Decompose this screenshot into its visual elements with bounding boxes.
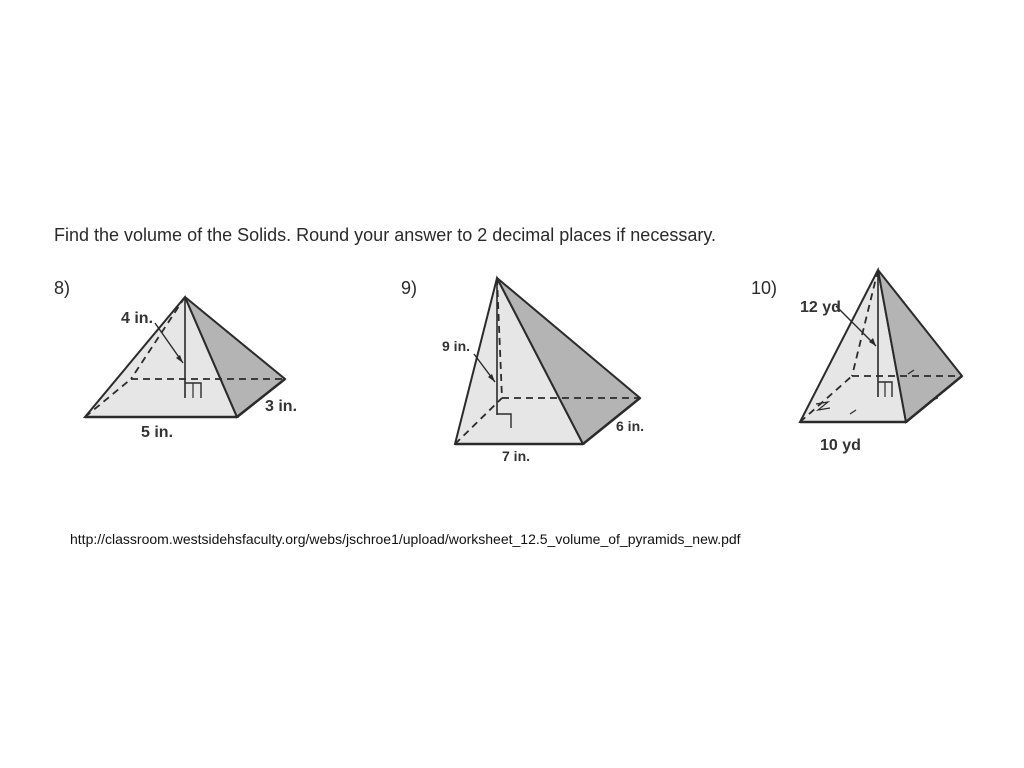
- source-url-link[interactable]: http://classroom.westsidehsfaculty.org/webs/jschroe1/upload/worksheet_12.5_volume_of_pyramids_new.pdf: [70, 531, 741, 547]
- pyramid-figure-10: [790, 262, 980, 462]
- base-label-8: 5 in.: [141, 424, 174, 441]
- pyramid-figure-8: [75, 285, 315, 445]
- height-label-10: 12 yd: [800, 299, 841, 316]
- instructions-text: Find the volume of the Solids. Round your answer to 2 decimal places if necessary.: [54, 225, 717, 245]
- problem-number-10: 10): [751, 278, 778, 298]
- base-label-9: 7 in.: [502, 448, 531, 464]
- problem-number-9: 9): [401, 278, 418, 298]
- depth-label-8: 3 in.: [265, 398, 298, 415]
- height-label-9: 9 in.: [442, 338, 471, 354]
- base-label-10: 10 yd: [820, 437, 861, 454]
- depth-label-9: 6 in.: [616, 418, 645, 434]
- pyramid-figure-9: [440, 270, 670, 470]
- problem-number-8: 8): [54, 278, 71, 298]
- height-label-8: 4 in.: [121, 310, 154, 327]
